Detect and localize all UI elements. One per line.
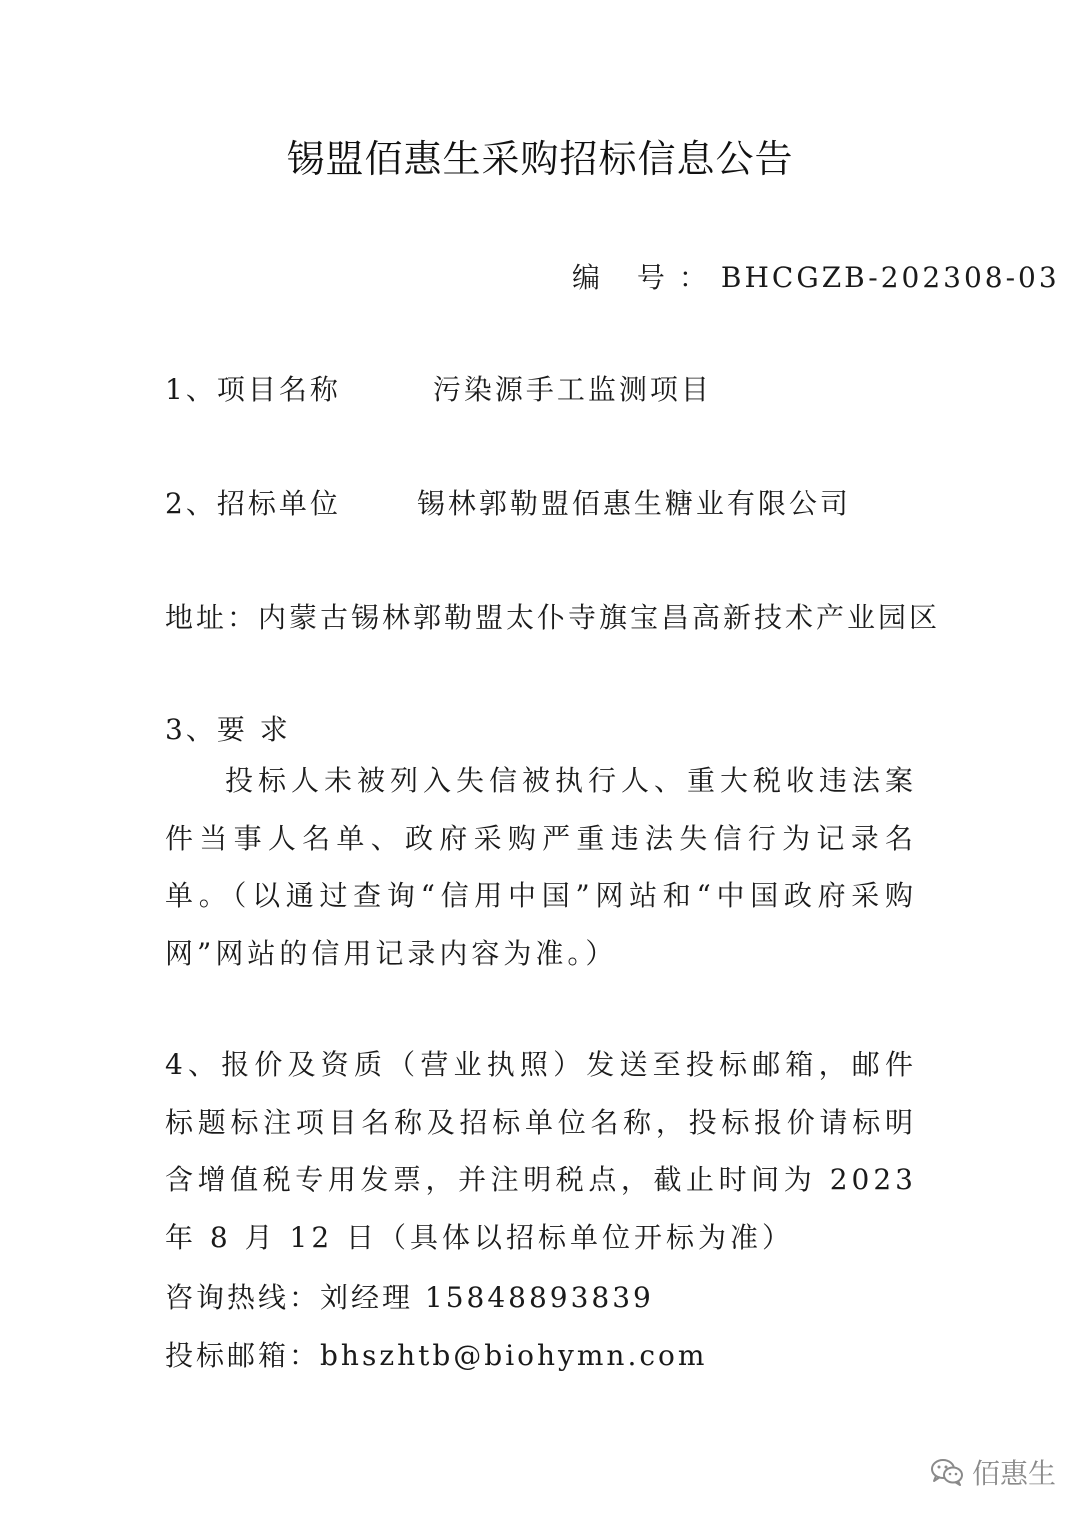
item-requirements-text: 投标人未被列入失信被执行人、重大税收违法案件当事人名单、政府采购严重违法失信行为记录名单。（以通过查询“信用中国”网站和“中国政府采购网”网站的信用记录内容为准。）	[165, 764, 917, 970]
item-project-name-label: 1、项目名称	[165, 373, 341, 406]
item-bidding-unit	[165, 482, 851, 522]
doc-number-value: BHCGZB-202308-03	[720, 261, 1060, 294]
doc-number	[572, 256, 1060, 296]
item-submission-text: 4、报价及资质（营业执照）发送至投标邮箱，邮件标题标注项目名称及招标单位名称，投标报价请标明含增值税专用发票，并注明税点，截止时间为 2023 年 8 月 12 日（具体以招标单位开标为准）	[165, 1048, 917, 1254]
bid-email: 投标邮箱：bhszhtb@biohymn.com	[165, 1339, 708, 1372]
watermark-text: 佰惠生	[972, 1457, 1057, 1490]
hotline: 咨询热线：刘经理 15848893839	[165, 1281, 654, 1314]
item-project-name	[165, 368, 712, 408]
page-title: 锡盟佰惠生采购招标信息公告	[286, 137, 794, 181]
wechat-icon	[930, 1458, 964, 1486]
item-bidding-unit-label: 2、招标单位	[165, 487, 341, 520]
item-bidding-unit-value: 锡林郭勒盟佰惠生糖业有限公司	[416, 487, 851, 520]
doc-number-label: 编 号：	[572, 261, 721, 294]
address: 地址：内蒙古锡林郭勒盟太仆寺旗宝昌高新技术产业园区	[165, 601, 941, 634]
wechat-watermark	[930, 1452, 1056, 1492]
item-project-name-value: 污染源手工监测项目	[432, 373, 712, 406]
item-requirements-heading: 3、要 求	[165, 713, 291, 746]
